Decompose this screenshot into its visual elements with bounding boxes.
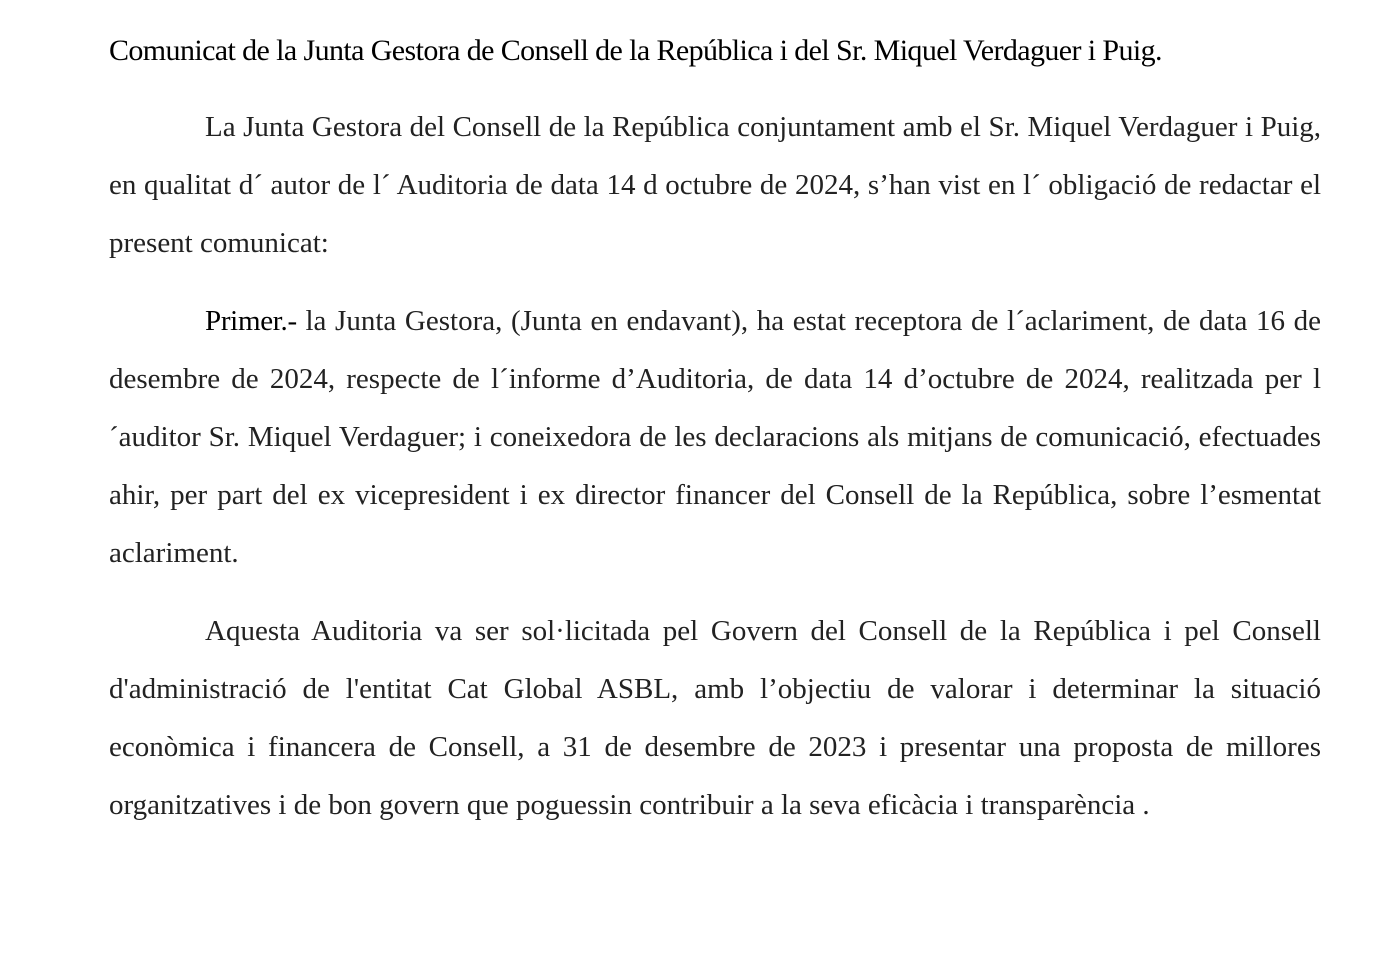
document-title: Comunicat de la Junta Gestora de Consell de la República i del Sr. Miquel Verdaguer i Puig.	[109, 34, 1162, 67]
paragraph-auditoria-text: Aquesta Auditoria va ser sol·licitada pel Govern del Consell de la República i pel Consell d'administració de l'entitat Cat Global ASBL, amb l’objectiu de valorar i determinar la situació econòmica i financera de Consell, a 31 de desembre de 2023 i presentar una proposta de millores organitzatives i de bon govern que poguessin contribuir a la seva eficàcia i transparència .	[109, 615, 1321, 821]
paragraph-primer-text: la Junta Gestora, (Junta en endavant), ha estat receptora de l´aclariment, de data 16 de desembre de 2024, respecte de l´informe d’Auditoria, de data 14 d’octubre de 2024, realitzada per l´auditor Sr. Miquel Verdaguer; i coneixedora de les declaracions als mitjans de comunicació, efectuades ahir, per part del ex vicepresident i ex director financer del Consell de la República, sobre l’esmentat aclariment.	[109, 305, 1321, 569]
paragraph-intro-text: La Junta Gestora del Consell de la República conjuntament amb el Sr. Miquel Verdaguer i Puig, en qualitat d´ autor de l´ Auditoria de data 14 d octubre de 2024, s’han vist en l´ obligació de redactar el present comunicat:	[109, 111, 1321, 259]
paragraph-primer	[109, 292, 1321, 582]
paragraph-primer-lead: Primer.-	[205, 305, 297, 337]
document-page	[109, 22, 1321, 834]
paragraph-intro	[109, 98, 1321, 272]
paragraph-auditoria	[109, 602, 1321, 834]
